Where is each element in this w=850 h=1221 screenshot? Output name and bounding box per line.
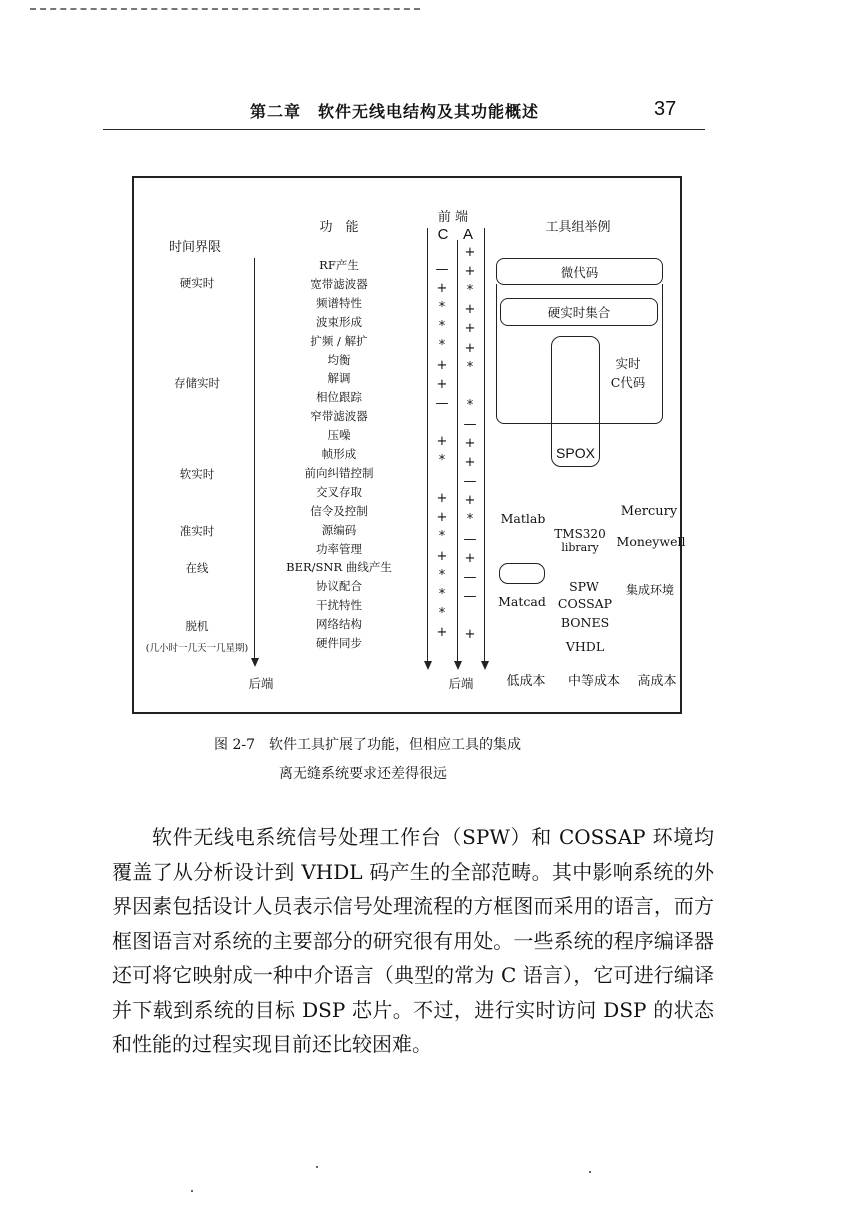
time-storage-realtime: 存储实时 — [174, 376, 220, 390]
time-axis-line — [254, 258, 255, 658]
header-frontend: 前 端 — [437, 210, 469, 225]
a-mark: — — [463, 569, 477, 585]
time-online: 在线 — [185, 561, 209, 575]
c-mark: * — [438, 338, 446, 354]
function-label: 帧形成 — [321, 447, 357, 461]
header-a: A — [462, 226, 474, 243]
a-mark: * — [466, 397, 474, 413]
a-mark: — — [463, 416, 477, 432]
c-mark: * — [438, 453, 446, 468]
a-mark: + — [464, 550, 476, 566]
blank-tool-box — [499, 563, 545, 584]
function-label: 波束形成 — [316, 314, 362, 329]
scan-speck — [316, 1166, 318, 1168]
function-label: 交叉存取 — [316, 484, 362, 499]
body-paragraph-block — [112, 820, 714, 1062]
high-cost-label: 高成本 — [637, 674, 677, 689]
function-label: 信令及控制 — [310, 503, 368, 518]
tool-bones: BONES — [560, 615, 610, 630]
figure-caption-line1: 图 2-7 软件工具扩展了功能，但相应工具的集成 — [214, 737, 521, 753]
mid-cost-label: 中等成本 — [567, 674, 621, 689]
time-axis-arrowhead — [251, 658, 259, 667]
a-mark: + — [464, 493, 476, 509]
header-function: 功 能 — [319, 220, 359, 235]
a-mark: + — [464, 436, 476, 451]
a-mark: * — [466, 359, 474, 375]
function-label: 窄带滤波器 — [310, 409, 368, 424]
microcode-box — [496, 258, 663, 285]
tool-vhdl: VHDL — [565, 639, 605, 654]
tool-cossap: COSSAP — [557, 596, 613, 611]
frontend-mid-arrowhead — [454, 661, 462, 670]
frontend-mid-line — [457, 240, 458, 661]
c-mark: + — [436, 433, 448, 449]
a-mark: + — [464, 302, 476, 318]
c-mark: + — [436, 281, 448, 297]
tool-integrated-env: 集成环境 — [625, 583, 675, 597]
frontend-right-line — [484, 228, 485, 661]
page-number: 37 — [654, 98, 677, 120]
time-soft-realtime: 软实时 — [179, 467, 215, 481]
function-label: 功率管理 — [316, 541, 362, 556]
header-tools: 工具组举例 — [545, 220, 611, 235]
c-mark: — — [435, 262, 449, 277]
header-time: 时间界限 — [168, 240, 222, 255]
time-hard-realtime: 硬实时 — [179, 276, 215, 290]
tool-moneywell: Moneywell — [616, 534, 686, 549]
function-label: 网络结构 — [316, 617, 362, 632]
c-mark: + — [436, 510, 448, 526]
a-mark: + — [464, 455, 476, 471]
a-mark: * — [466, 512, 474, 528]
a-mark: — — [463, 588, 477, 604]
scan-speck — [589, 1171, 591, 1173]
c-mark: + — [436, 624, 448, 640]
c-mark: * — [438, 529, 446, 545]
function-label: 前向纠错控制 — [304, 465, 374, 480]
function-label: 相位跟踪 — [316, 390, 362, 405]
tool-matlab: Matlab — [500, 511, 546, 526]
function-label: 解调 — [327, 371, 351, 386]
c-mark: — — [435, 395, 449, 411]
top-dashed-rule — [30, 8, 420, 10]
scan-speck — [191, 1190, 193, 1192]
c-code-label: C代码 — [610, 375, 646, 390]
c-mark: + — [436, 491, 448, 507]
header-c: C — [437, 226, 449, 243]
tool-matcad: Matcad — [498, 594, 546, 609]
backend-left-label: 后端 — [248, 676, 274, 691]
a-mark: + — [464, 627, 476, 642]
header-rule — [103, 129, 705, 130]
figure-2-7 — [132, 176, 686, 714]
function-label: 扩频 / 解扩 — [310, 333, 368, 348]
c-mark: * — [438, 567, 446, 583]
tool-mercury: Mercury — [620, 504, 678, 519]
function-label: 协议配合 — [316, 579, 362, 594]
tool-tms320: TMS320 — [554, 527, 606, 541]
function-label: 压噪 — [327, 428, 351, 443]
function-label: 硬件同步 — [316, 636, 362, 650]
function-label: 源编码 — [321, 522, 357, 537]
a-mark: + — [464, 321, 476, 337]
time-quasi-realtime: 准实时 — [179, 524, 215, 538]
time-offline-range: (几小时一几天一几星期) — [145, 643, 249, 654]
a-mark: * — [466, 283, 474, 299]
a-mark: + — [464, 264, 476, 280]
c-mark: * — [438, 300, 446, 316]
frontend-right-arrowhead — [481, 661, 489, 670]
function-label: 干扰特性 — [316, 598, 362, 613]
microcode-label: 微代码 — [560, 265, 599, 280]
c-mark: + — [436, 548, 448, 564]
time-offline: 脱机 — [185, 619, 209, 633]
c-mark: * — [438, 605, 446, 621]
c-mark: + — [436, 376, 448, 392]
realtime-label: 实时 — [615, 356, 641, 371]
function-label: BER/SNR 曲线产生 — [286, 560, 392, 575]
tool-spw: SPW — [569, 579, 599, 594]
frontend-left-line — [427, 228, 428, 661]
a-mark: — — [463, 474, 477, 490]
a-mark: — — [463, 531, 477, 547]
low-cost-label: 低成本 — [506, 674, 546, 689]
function-label: RF产生 — [319, 258, 359, 272]
backend-mid-label: 后端 — [448, 676, 474, 691]
running-head: 第二章 软件无线电结构及其功能概述 — [250, 102, 540, 121]
c-mark: * — [438, 586, 446, 602]
c-mark: + — [436, 357, 448, 373]
a-mark: + — [464, 340, 476, 356]
figure-caption-line2: 离无缝系统要求还差得很远 — [279, 766, 447, 782]
c-mark: * — [438, 319, 446, 335]
spox-label: SPOX — [556, 445, 595, 461]
function-label: 频谱特性 — [316, 295, 362, 310]
tool-library: library — [561, 541, 599, 554]
frontend-left-arrowhead — [424, 661, 432, 670]
function-label: 宽带滤波器 — [310, 276, 368, 291]
body-paragraph: 软件无线电系统信号处理工作台（SPW）和 COSSAP 环境均覆盖了从分析设计到 VHDL 码产生的全部范畴。其中影响系统的外界因素包括设计人员表示信号处理流程的方框图而采用的语言，而方框图语言对系统的主要部分的研究很有用处。一些系统的程序编译器还可将它映射成一种中介语言（典型的常为 C 语言），它可进行编译并下载到系统的目标 DSP 芯片。不过，进行实时访问 DSP 的状态和性能的过程实现目前还比较困难。 — [112, 825, 714, 1056]
function-label: 均衡 — [327, 352, 351, 367]
hard-realtime-set-label: 硬实时集合 — [547, 305, 611, 320]
hard-realtime-set-box — [500, 298, 658, 326]
spox-box — [551, 336, 600, 467]
a-mark: + — [464, 245, 476, 260]
